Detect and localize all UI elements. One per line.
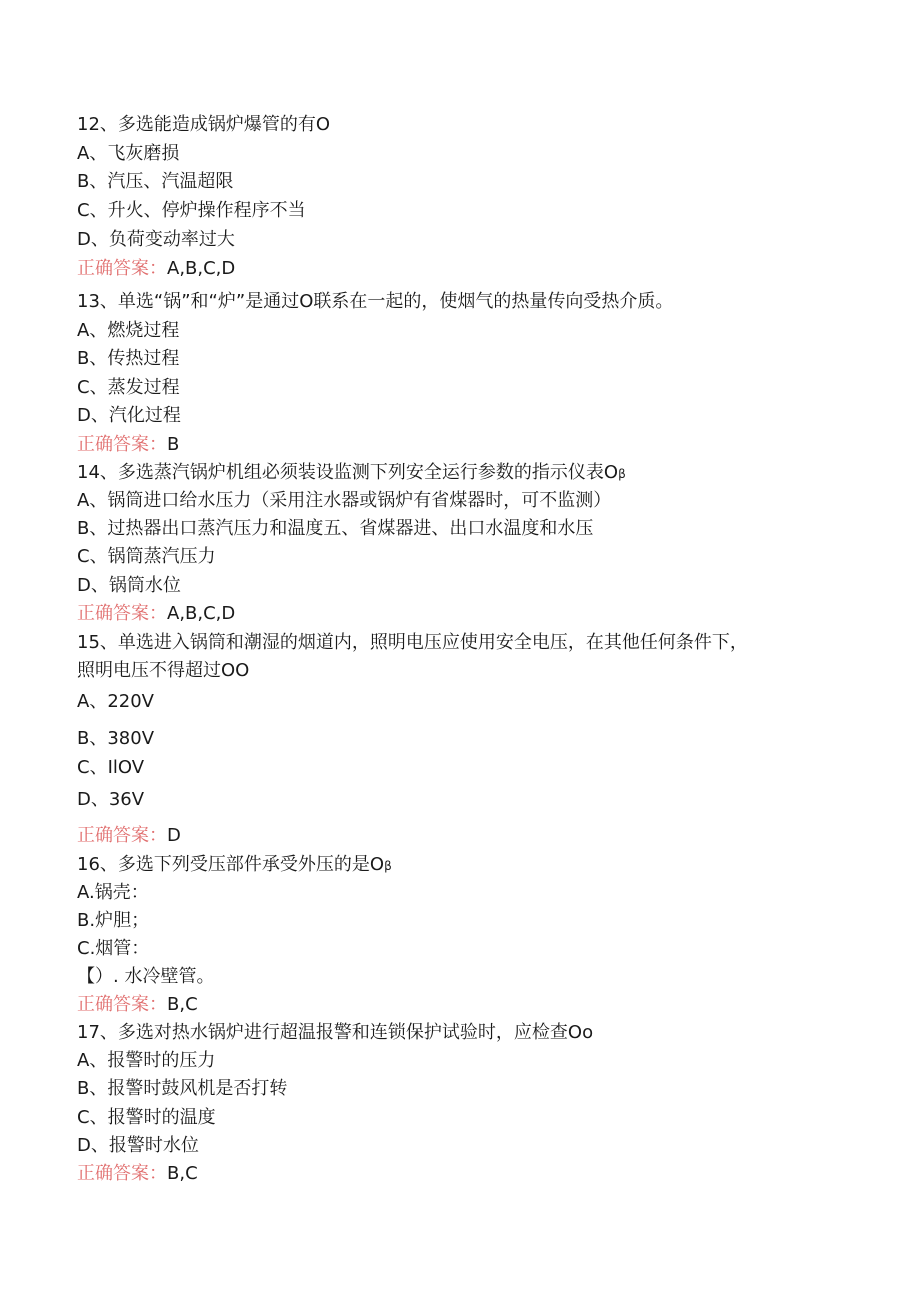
- answer-label: 正确答案：: [77, 603, 167, 624]
- question-option: C.烟管：: [77, 938, 150, 959]
- answer-line: [77, 602, 235, 626]
- question-option: B、报警时鼓风机是否打转: [77, 1078, 288, 1099]
- question-option: B、汽压、汽温超限: [77, 171, 234, 192]
- answer-label: 正确答案：: [77, 434, 167, 455]
- answer-value: D: [167, 825, 181, 846]
- question-option: D、报警时水位: [77, 1135, 199, 1156]
- question-stem-text: 16、多选下列受压部件承受外压的是O: [77, 854, 385, 875]
- question-stem: 15、单选进入锅筒和潮湿的烟道内，照明电压应使用安全电压，在其他任何条件下，: [77, 632, 748, 653]
- question-stem: [77, 853, 392, 878]
- question-option: D、锅筒水位: [77, 575, 181, 596]
- answer-label: 正确答案：: [77, 258, 167, 279]
- question-option: C、报警时的温度: [77, 1107, 216, 1128]
- question-option: 【）. 水冷壁管。: [77, 966, 215, 987]
- stem-subscript: β: [384, 859, 392, 873]
- question-option: C、锅筒蒸汽压力: [77, 546, 216, 567]
- answer-line: [77, 824, 181, 848]
- answer-value: B: [167, 434, 180, 455]
- question-option: D、负荷变动率过大: [77, 229, 235, 250]
- answer-line: [77, 993, 198, 1017]
- question-option: B.炉胆；: [77, 910, 150, 931]
- question-option: A.锅壳：: [77, 882, 149, 903]
- question-option: D、36V: [77, 789, 145, 810]
- question-option: C、IlOV: [77, 757, 145, 778]
- question-stem-continued: 照明电压不得超过OO: [77, 660, 250, 681]
- answer-label: 正确答案：: [77, 825, 167, 846]
- question-option: B、传热过程: [77, 348, 180, 369]
- question-option: C、蒸发过程: [77, 377, 180, 398]
- answer-line: [77, 1162, 198, 1186]
- question-stem: 12、多选能造成锅炉爆管的有O: [77, 114, 331, 135]
- question-option: A、报警时的压力: [77, 1050, 216, 1071]
- question-option: A、飞灰磨损: [77, 143, 180, 164]
- question-stem-text: 14、多选蒸汽锅炉机组必须装设监测下列安全运行参数的指示仪表O: [77, 462, 619, 483]
- answer-line: [77, 257, 235, 281]
- question-option: D、汽化过程: [77, 405, 181, 426]
- question-stem: [77, 461, 626, 486]
- answer-label: 正确答案：: [77, 1163, 167, 1184]
- question-option: A、锅筒进口给水压力（采用注水器或锅炉有省煤器时，可不监测）: [77, 490, 612, 511]
- question-option: B、380V: [77, 728, 155, 749]
- stem-subscript: β: [618, 467, 626, 481]
- question-option: C、升火、停炉操作程序不当: [77, 200, 306, 221]
- answer-label: 正确答案：: [77, 994, 167, 1015]
- answer-value: A,B,C,D: [167, 258, 236, 279]
- question-option: B、过热器出口蒸汽压力和温度五、省煤器进、出口水温度和水压: [77, 518, 594, 539]
- answer-value: B,C: [167, 1163, 198, 1184]
- answer-value: B,C: [167, 994, 198, 1015]
- question-option: A、燃烧过程: [77, 320, 180, 341]
- question-option: A、220V: [77, 691, 154, 712]
- answer-value: A,B,C,D: [167, 603, 236, 624]
- question-stem: 17、多选对热水锅炉进行超温报警和连锁保护试验时，应检查Oo: [77, 1022, 594, 1043]
- answer-line: [77, 433, 179, 457]
- question-stem: 13、单选“锅”和“炉”是通过O联系在一起的，使烟气的热量传向受热介质。: [77, 291, 674, 312]
